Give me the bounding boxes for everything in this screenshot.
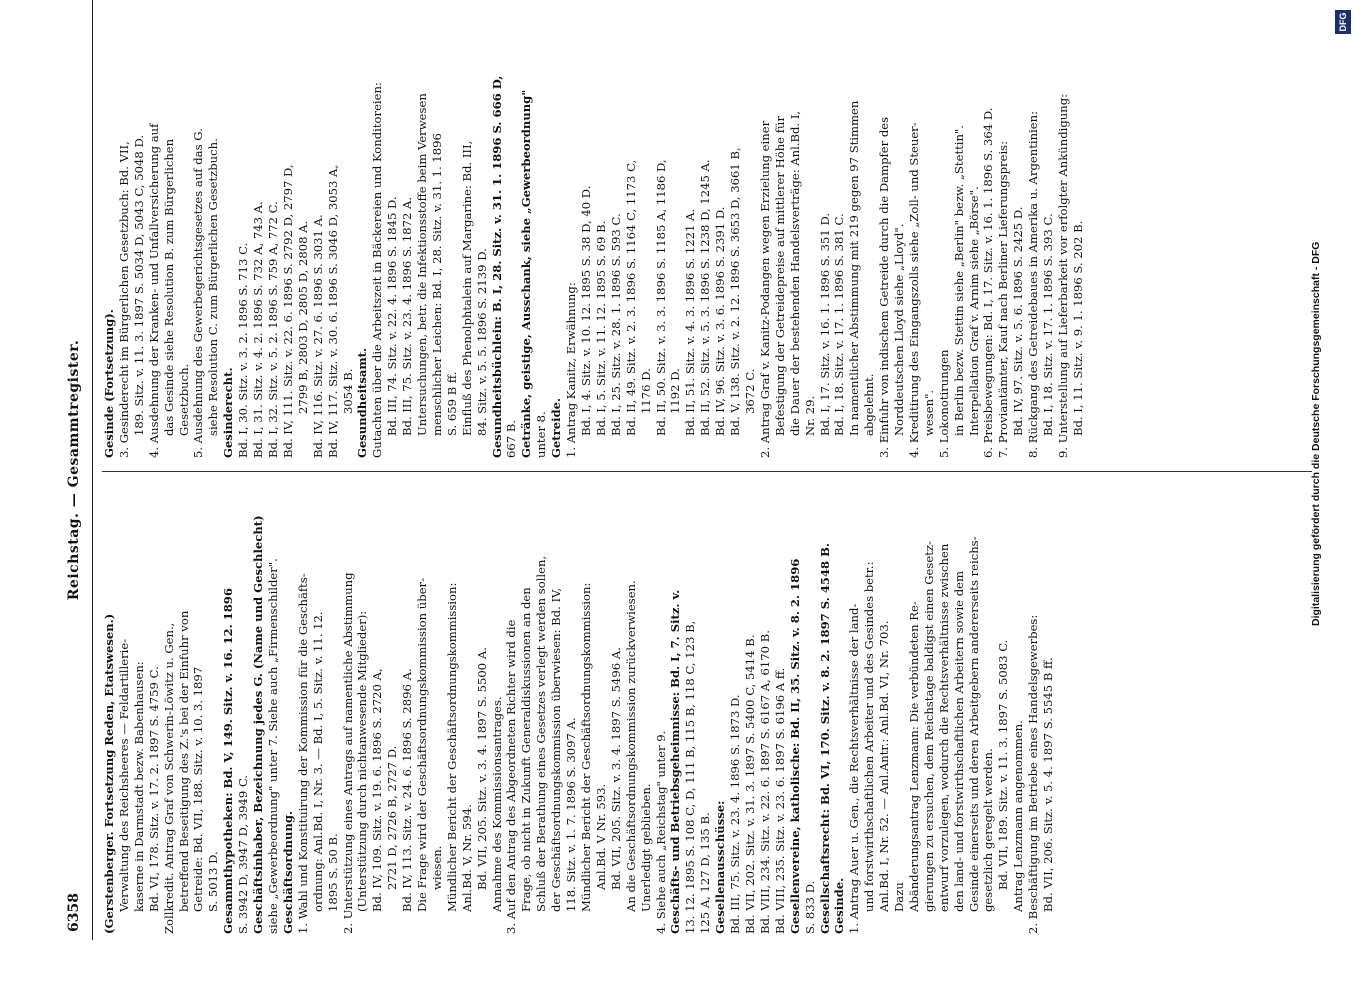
index-entry-line: wesen". bbox=[921, 389, 936, 436]
index-entry-line: menschlicher Leichen: Bd. I, 28. Sitz. v. 31. 1. 1896 bbox=[429, 133, 444, 436]
index-entry-heading: Geschäftsordnung. bbox=[280, 810, 295, 934]
index-entry-heading: Gesinderecht. bbox=[221, 367, 236, 458]
index-entry-line: Bd. I, 25. Sitz. v. 28. 1. 1896 S. 593 C. bbox=[608, 213, 623, 436]
index-entry-line: 4. Kreditirung des Eingangszolls siehe „Zoll- und Steuer- bbox=[906, 122, 921, 458]
index-entry-line: Bd. I, 5. Sitz. v. 11. 12. 1895 S. 69 B. bbox=[593, 220, 608, 436]
index-entry-line: (Unterstützung durch nichtanwesende Mitglieder): bbox=[355, 610, 370, 912]
index-entry-line: 3672 C. bbox=[742, 368, 757, 414]
digitization-note bbox=[1303, 10, 1325, 990]
column-divider bbox=[102, 471, 1312, 472]
index-entry-line: Gesetzbuch. bbox=[176, 363, 191, 436]
index-entry-line: 3. Einfuhr von indischem Getreide durch die Dampfer des bbox=[877, 116, 892, 458]
index-entry-line: Bd. IV, 116. Sitz. v. 27. 6. 1896 S. 3031 A. bbox=[310, 214, 325, 458]
index-entry-line: S. 833 D. bbox=[802, 880, 817, 934]
index-entry-line: Bd. VI, 178. Sitz. v. 17. 2. 1897 S. 4759 C. bbox=[146, 666, 161, 912]
running-title: Reichstag. — Gesammtregister. bbox=[66, 339, 82, 601]
index-entry-line: Bd. III, 74. Sitz. v. 22. 4. 1896 S. 1845 D. bbox=[385, 196, 400, 436]
index-entry-line: S. 5013 D. bbox=[206, 851, 221, 912]
index-entry-line: Bd. IV, 113. Sitz. v. 24. 6. 1896 S. 2896 A. bbox=[400, 668, 415, 912]
index-entry-heading: Gesellenvereine, katholische: Bd. II, 35. Sitz. v. 8. 2. 1896 bbox=[787, 558, 802, 934]
index-entry-line: betreffend Beseitigung des Z.'s bei der Einfuhr von bbox=[176, 610, 191, 912]
index-entry-line: 3. Auf den Antrag des Abgeordneten Richter wird die bbox=[504, 619, 519, 934]
index-entry-line: Bd. I, 17. Sitz. v. 16. 1. 1896 S. 351 D. bbox=[817, 212, 832, 436]
index-entry-line: Verwaltung des Reichsheeres — Feldartillerie- bbox=[116, 638, 131, 912]
index-entry-line: Bd. I, 18. Sitz. v. 17. 1. 1896 S. 393 C. bbox=[1041, 213, 1056, 436]
index-entry-line: Bd. VII, 206. Sitz. v. 5. 4. 1897 S. 5545 B ff. bbox=[1041, 657, 1056, 912]
rotated-page-content bbox=[62, 0, 1327, 940]
dfg-logo-text: DFG bbox=[1338, 12, 1348, 32]
index-entry-line: Bd. IV, 96. Sitz. v. 3. 6. 1896 S. 2391 D. bbox=[713, 206, 728, 436]
index-entry-heading: Geschäftsinhaber, Bezeichnung jedes G. (Name und Geschlecht) bbox=[251, 515, 266, 934]
index-entry-line: Bd. II, 50. Sitz. v. 3. 3. 1896 S. 1185 A, 1186 D, bbox=[653, 159, 668, 436]
index-entry-line: Bd. IV, 111. Sitz. v. 22. 6. 1896 S. 2792 D, 2797 D, bbox=[280, 164, 295, 458]
index-entry-line: Anl.Bd. V, Nr. 594. bbox=[459, 804, 474, 912]
index-entry-heading: Gesundheitsamt. bbox=[355, 347, 370, 458]
index-entry-line: Gesinde einerseits und deren Arbeitgebern andererseits reichs- bbox=[966, 536, 981, 912]
index-entry-line: und forstwirthschaftlichen Arbeiter und des Gesindes betr.: bbox=[862, 561, 877, 912]
index-entry-line: Gutachten über die Arbeitszeit in Bäckereien und Konditoreien: bbox=[370, 82, 385, 458]
index-entry-line: 2799 B, 2803 D, 2805 D, 2808 A. bbox=[295, 220, 310, 414]
index-entry-line: Bd. II, 51. Sitz. v. 4. 3. 1896 S. 1221 A. bbox=[683, 208, 698, 436]
index-entry-line: Getreide: Bd. VII, 188. Sitz. v. 10. 3. 1897 bbox=[191, 666, 206, 912]
index-entry-line: kaserne in Darmstadt bezw. Babenhausen: bbox=[131, 661, 146, 912]
index-entry-line: Bd. II, 52. Sitz. v. 5. 3. 1896 S. 1238 D, 1245 A. bbox=[698, 159, 713, 436]
index-entry-line: Anl.Bd. I, Nr. 52. — Anl.Antr.: Anl.Bd. VI, Nr. 703. bbox=[877, 620, 892, 912]
index-entry-line: Mündlicher Bericht der Geschäftsordnungskommission: bbox=[444, 582, 459, 912]
index-entry-line: Unerledigt geblieben. bbox=[638, 783, 653, 912]
index-entry-line: 84. Sitz. v. 5. 5. 1896 S. 2139 D. bbox=[474, 248, 489, 436]
index-entry-line: Bd. I, 11. Sitz. v. 9. 1. 1896 S. 202 B. bbox=[1070, 220, 1085, 436]
index-entry-line: Bd. IV, 109. Sitz. v. 19. 6. 1896 S. 2720 A, bbox=[370, 668, 385, 912]
index-entry-line: Interpellation Graf v. Arnim siehe „Börse". bbox=[966, 186, 981, 436]
index-entry-line: Untersuchungen, betr. die Infektionsstoffe beim Verwesen bbox=[415, 93, 430, 436]
index-entry-line: 2. Unterstützung eines Antrags auf namentliche Abstimmung bbox=[340, 572, 355, 934]
index-entry-line: Befestigung der Getreidepreise auf mittlerer Höhe für bbox=[772, 115, 787, 436]
index-entry-line: Bd. I, 31. Sitz. v. 4. 2. 1896 S. 732 A, 743 A. bbox=[251, 201, 266, 458]
index-entry-line: 4. Ausdehnung der Kranken- und Unfallversicherung auf bbox=[146, 123, 161, 458]
index-entry-line: 1. Wahl und Konstituirung der Kommission für die Geschäfts- bbox=[295, 573, 310, 934]
index-entry-line: Bd. VII, 205. Sitz. v. 3. 4. 1897 S. 5500 A. bbox=[474, 647, 489, 890]
index-entry-line: 1176 D. bbox=[638, 368, 653, 414]
index-entry-line: in Berlin bezw. Stettin siehe „Berlin" bezw. „Stettin". bbox=[951, 125, 966, 436]
index-entry-line: Schluß der Berathung eines Gesetzes verlegt werden sollen, bbox=[534, 555, 549, 912]
index-entry-line: 3. Gesinderecht im Bürgerlichen Gesetzbuch: Bd. VII, bbox=[116, 141, 131, 458]
index-entry-line: 1. Antrag Kanitz, Erwähnung: bbox=[564, 282, 579, 458]
left-column bbox=[102, 482, 1312, 934]
index-entry-line: 667 B. bbox=[504, 419, 519, 458]
index-entry-line: 2721 D, 2726 B, 2727 D. bbox=[385, 745, 400, 890]
header-rule bbox=[92, 0, 93, 940]
index-entry-line: abgelehnt. bbox=[862, 373, 877, 436]
index-entry-line: den land- und forstwirthschaftlichen Arbeitern sowie dem bbox=[951, 571, 966, 912]
index-entry-line: Dazu bbox=[892, 882, 907, 912]
index-entry-line: Zollkredit. Antrag Graf von Schwerin-Löwitz u. Gen., bbox=[161, 622, 176, 934]
index-entry-line: Die Frage wird der Geschäftsordnungskommission über- bbox=[415, 577, 430, 912]
index-entry-heading: Gesinde (Fortsetzung). bbox=[102, 309, 116, 458]
index-entry-line: Bd. V, 138. Sitz. v. 2. 12. 1896 S. 3653 D, 3661 B, bbox=[728, 147, 743, 436]
index-entry-line: In namentlicher Abstimmung mit 219 gegen 97 Stimmen bbox=[847, 100, 862, 436]
index-entry-line: Frage, ob nicht in Zukunft Generaldiskussionen an den bbox=[519, 587, 534, 912]
index-entry-line: 6. Preisbewegungen: Bd. I, 17. Sitz. v. 16. 1. 1896 S. 364 D. bbox=[981, 107, 996, 458]
index-entry-heading: Gesammthypotheken: Bd. V, 149. Sitz. v. 16. 12. 1896 bbox=[221, 588, 236, 934]
index-entry-line: An die Geschäftsordnungskommission zurückverwiesen. bbox=[623, 580, 638, 912]
index-entry-line: 5. Ausdehnung des Gewerbegerichtsgesetzes auf das G. bbox=[191, 128, 206, 458]
index-entry-line: S. 3942 D, 3947 D, 3949 C. bbox=[236, 774, 251, 934]
index-entry-line: ordnung: Anl.Bd. I, Nr. 3. — Bd. I, 5. Sitz. v. 11. 12. bbox=[310, 611, 325, 912]
index-entry-line: Bd. IV, 117. Sitz. v. 30. 6. 1896 S. 3046 D, 3053 A, bbox=[325, 164, 340, 458]
index-entry-line: Norddeutschen Lloyd siehe „Lloyd". bbox=[892, 223, 907, 436]
page-number: 6358 bbox=[66, 893, 82, 932]
index-entry-heading: Getreide. bbox=[549, 397, 564, 458]
index-entry-line: der Geschäftsordnungskommission überwiesen: Bd. IV, bbox=[549, 587, 564, 912]
index-entry-line: Antrag Lenzmann angenommen. bbox=[1011, 720, 1026, 912]
index-entry-line: Bd. I, 4. Sitz. v. 10. 12. 1895 S. 38 D, 40 D. bbox=[579, 185, 593, 436]
index-entry-line: 1895 S. 50 B. bbox=[325, 833, 340, 912]
index-entry-line: Annahme des Kommissionsantrages. bbox=[489, 696, 504, 912]
index-entry-line: die Dauer der bestehenden Handelsverträge: Anl.Bd. I, bbox=[787, 110, 802, 436]
index-entry-line: Bd. VII, 205. Sitz. v. 3. 4. 1897 S. 5496 A. bbox=[608, 647, 623, 890]
index-entry-line: Anl.Bd. V Nr. 593. bbox=[593, 783, 608, 890]
index-entry-line: 9. Unterstellung auf Lieferbarkeit vor erfolgter Ankündigung: bbox=[1056, 93, 1070, 458]
index-entry-line: 3054 B. bbox=[340, 368, 355, 414]
dfg-logo bbox=[1335, 10, 1351, 34]
index-entry-heading: Gesinde. bbox=[832, 877, 847, 934]
index-entry-line: 4. Siehe auch „Reichstag" unter 9. bbox=[653, 730, 668, 934]
index-entry-line: 1192 D. bbox=[668, 368, 683, 414]
index-entry-line: wiesen. bbox=[429, 845, 444, 890]
right-column bbox=[102, 6, 1312, 458]
index-entry-line: 1. Antrag Auer u. Gen., die Rechtsverhältnisse der land- bbox=[847, 603, 862, 934]
index-entry-line: 189. Sitz. v. 11. 3. 1897 S. 5034 D, 5043 C, 5048 D. bbox=[131, 134, 146, 436]
index-entry-line: Einfluß des Phenolphtalein auf Margarine: Bd. III, bbox=[459, 140, 474, 436]
index-entry-heading: Gesundheitsbüchlein: B. I, 28. Sitz. v. 31. 1. 1896 S. 666 D, bbox=[489, 75, 504, 458]
index-entry-line: 118. Sitz. v. 1. 7. 1896 S. 3097 A. bbox=[564, 717, 579, 912]
index-entry-line: Bd. II, 49. Sitz. v. 2. 3. 1896 S. 1164 C, 1173 C, bbox=[623, 159, 638, 436]
index-entry-line: gesetzlich geregelt werden. bbox=[981, 748, 996, 912]
index-entry-line: 13. 12. 1895 S. 108 C, D, 111 B, 115 B, 118 C, 123 B, bbox=[683, 620, 698, 934]
index-entry-line: Nr. 29. bbox=[802, 395, 817, 436]
index-entry-heading: Gesellschaftsrecht: Bd. VI, 170. Sitz. v. 8. 2. 1897 S. 4548 B. bbox=[817, 543, 832, 934]
index-entry-line: Mündlicher Bericht der Geschäftsordnungskommission: bbox=[579, 582, 593, 912]
index-entry-line: Bd. III, 75. Sitz. v. 23. 4. 1896 S. 1873 D. bbox=[728, 694, 743, 934]
running-header bbox=[62, 0, 86, 940]
index-entry-line: Bd. VIII, 235. Sitz. v. 23. 6. 1897 S. 6196 A ff. bbox=[772, 667, 787, 934]
index-entry-line: Bd. I, 32. Sitz. v. 5. 2. 1896 S. 759 A, 772 C. bbox=[265, 201, 280, 458]
index-entry-line: das Gesinde siehe Resolution B. zum Bürgerlichen bbox=[161, 138, 176, 436]
index-entry-line: Bd. I, 30. Sitz. v. 3. 2. 1896 S. 713 C. bbox=[236, 242, 251, 458]
index-entry-line: 2. Beschäftigung im Betriebe eines Handelsgewerbes: bbox=[1026, 614, 1041, 934]
index-entry-heading: Geschäfts- und Betriebsgeheimnisse: Bd. I, 7. Sitz. v. bbox=[668, 589, 683, 934]
index-entry-line: Bd. I, 18. Sitz. v. 17. 1. 1896 S. 381 C. bbox=[832, 213, 847, 436]
index-entry-line: 125 A, 127 D, 135 B. bbox=[698, 812, 713, 934]
index-entry-line: 5. Lokonotirungen bbox=[936, 349, 951, 458]
index-entry-line: gierungen zu ersuchen, dem Reichstage baldigst einen Gesetz- bbox=[921, 541, 936, 912]
index-entry-line: entwurf vorzulegen, wodurch die Rechtsverhältnisse zwischen bbox=[936, 543, 951, 912]
digitization-credit: Digitalisierung gefördert durch die Deutsche Forschungsgemeinschaft - DFG bbox=[1310, 241, 1322, 626]
index-entry-line: Bd. VII, 189. Sitz. v. 11. 3. 1897 S. 5083 C. bbox=[996, 639, 1011, 890]
index-entry-line: Bd. IV, 97. Sitz. v. 5. 6. 1896 S. 2425 D. bbox=[1011, 206, 1026, 436]
index-entry-line: 7. Proviantämter, Kauf nach Berliner Lieferungspreis: bbox=[996, 140, 1011, 458]
index-entry-line: Bd. III, 75. Sitz. v. 23. 4. 1896 S. 1872 A. bbox=[400, 196, 415, 436]
index-entry-line: 2. Antrag Graf v. Kanitz-Podangen wegen Erzielung einer bbox=[757, 120, 772, 458]
index-entry-line: Abänderungsantrag Lenzmann: Die verbündeten Re- bbox=[906, 601, 921, 912]
index-entry-heading: Getränke, geistige, Ausschank, siehe „Gewerbeordnung" bbox=[519, 89, 534, 458]
index-entry-line: Bd. VII, 202. Sitz. v. 31. 3. 1897 S. 5400 C, 5414 B. bbox=[742, 634, 757, 934]
index-entry-heading: (Gerstenberger. Fortsetzung Reden, Etatswesen.) bbox=[102, 613, 116, 934]
index-entry-line: 8. Rückgang des Getreidebaues in Amerika u. Argentinien: bbox=[1026, 111, 1041, 458]
index-entry-line: S. 659 B ff. bbox=[444, 371, 459, 436]
index-entry-line: siehe „Gewerbeordnung" unter 7. Siehe auch „Firmenschilder". bbox=[265, 558, 280, 934]
index-entry-line: unter 8. bbox=[534, 411, 549, 458]
index-entry-heading: Gesellenausschüsse: bbox=[713, 800, 728, 934]
index-entry-line: siehe Resolution C. zum Bürgerlichen Gesetzbuch. bbox=[206, 138, 221, 436]
index-entry-line: Bd. VIII, 234. Sitz. v. 22. 6. 1897 S. 6167 A, 6170 B. bbox=[757, 630, 772, 934]
